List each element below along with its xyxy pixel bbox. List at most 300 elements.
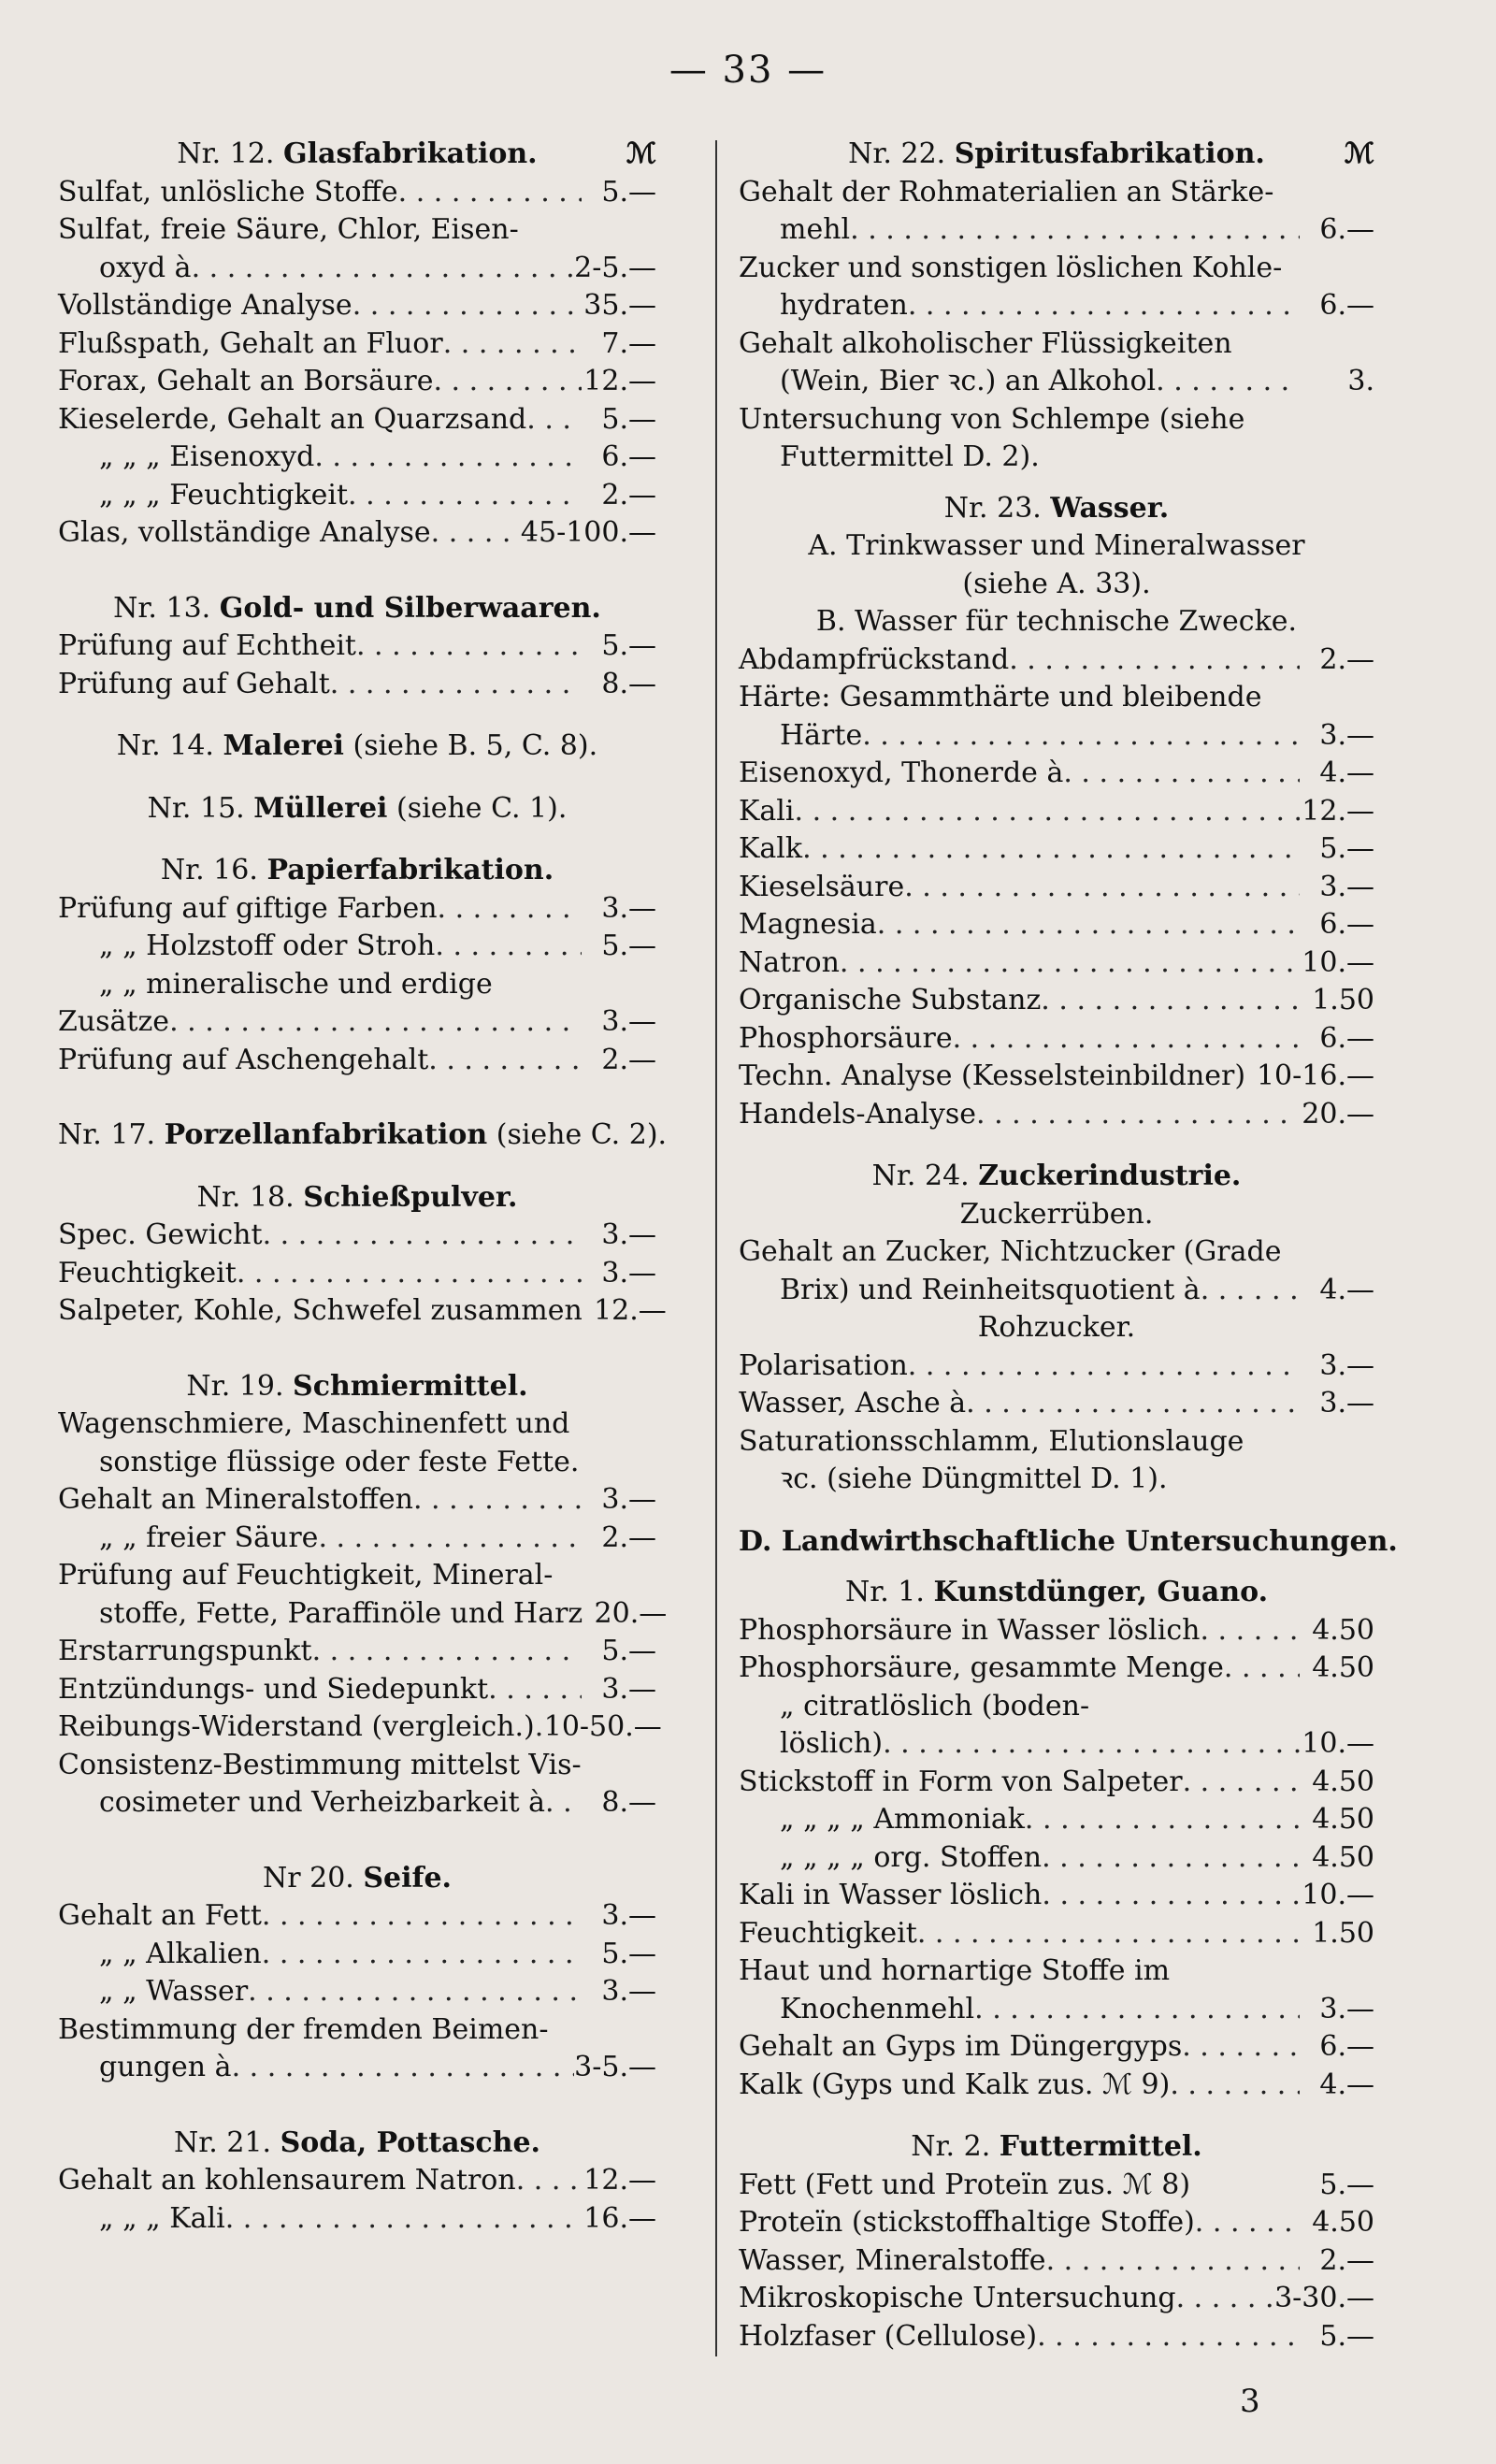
price-row	[739, 2318, 1374, 2356]
subheading: Rohzucker.	[977, 1311, 1136, 1344]
item-label: Bestimmung der fremden Beimen-	[58, 2012, 549, 2046]
price-row	[739, 2167, 1374, 2205]
item-label: Proteïn (stickstoffhaltige Stoffe)	[739, 2206, 1195, 2239]
item-price: 2.—	[1319, 2243, 1374, 2277]
price-row	[739, 982, 1374, 1020]
item-price: 12.—	[594, 1294, 667, 1327]
section-title: Kunstdünger, Guano.	[933, 1576, 1269, 1608]
leader-dots	[908, 1347, 1300, 1386]
section-title: Zuckerindustrie.	[978, 1160, 1242, 1192]
item-label: Kalk (Gyps und Kalk zus. ℳ 9)	[739, 2068, 1171, 2101]
price-row	[739, 1952, 1374, 1991]
item-label: Vollständige Analyse	[58, 289, 352, 322]
section-heading	[58, 1179, 656, 1218]
section-heading	[58, 790, 656, 829]
item-label: Gehalt alkoholischer Flüssigkeiten	[739, 326, 1232, 360]
price-row	[58, 1217, 656, 1255]
leader-dots	[1200, 1612, 1300, 1650]
item-price: 2.—	[601, 1520, 656, 1554]
section-number: Nr. 18.	[196, 1180, 295, 1214]
item-label: stoffe, Fette, Paraffinöle und Harz	[99, 1596, 583, 1630]
leader-dots	[1042, 1839, 1300, 1878]
leader-dots	[1176, 2280, 1274, 2318]
section-note: (siehe B. 5, C. 8).	[352, 729, 598, 762]
item-price: 5.—	[601, 402, 656, 436]
price-row	[58, 627, 656, 666]
item-price: 4.50	[1312, 1651, 1374, 1684]
section-number: Nr. 21.	[173, 2125, 272, 2159]
item-price: 3.—	[601, 1899, 656, 1932]
section-title: Malerei	[223, 729, 344, 762]
price-row	[739, 1801, 1374, 1839]
price-row	[58, 1255, 656, 1293]
leader-dots	[330, 666, 582, 704]
leader-dots	[1201, 1272, 1300, 1310]
leader-dots	[192, 250, 575, 288]
item-label: „ citratlöslich (boden-	[780, 1689, 1090, 1722]
price-row	[58, 666, 656, 704]
leader-dots	[516, 2162, 582, 2200]
item-label: Reibungs-Widerstand (vergleich.)	[58, 1710, 535, 1743]
item-label: Polarisation	[739, 1348, 908, 1382]
leader-dots	[953, 1020, 1300, 1059]
currency-unit: ℳ	[626, 137, 656, 170]
item-label: Organische Substanz	[739, 984, 1042, 1016]
item-label: Stickstoff in Form von Salpeter	[739, 1765, 1183, 1798]
leader-dots	[1025, 1801, 1300, 1839]
item-price: 3.—	[601, 1005, 656, 1038]
price-list	[739, 2167, 1374, 2356]
price-list	[58, 1217, 667, 1331]
price-row	[58, 928, 656, 966]
price-row	[739, 641, 1374, 680]
price-row	[58, 1042, 656, 1080]
item-label: Saturationsschlamm, Elutionslauge	[739, 1424, 1244, 1458]
price-row	[739, 1839, 1374, 1878]
section-heading	[58, 590, 656, 628]
leader-dots	[413, 1481, 582, 1520]
item-label: Erstarrungspunkt	[58, 1635, 312, 1667]
item-price: 5.—	[1319, 2319, 1374, 2353]
section-title: Futtermittel.	[999, 2130, 1202, 2163]
item-label: Wasser, Asche à	[739, 1387, 967, 1419]
item-label: Gehalt an Zucker, Nichtzucker (Grade	[739, 1235, 1282, 1268]
price-list	[739, 1233, 1374, 1309]
item-label: Fett (Fett und Proteïn zus. ℳ 8)	[739, 2168, 1191, 2201]
section-title: Schmiermittel.	[293, 1369, 528, 1403]
item-price: 5.—	[1319, 832, 1374, 865]
leader-dots	[966, 1385, 1300, 1423]
item-label: gungen à	[99, 2051, 232, 2083]
price-row	[739, 439, 1374, 477]
item-price: 3.—	[1319, 870, 1374, 903]
section-number: Nr. 16.	[160, 854, 258, 886]
leader-dots	[862, 717, 1300, 756]
item-label: „ „ freier Säure	[99, 1520, 319, 1554]
price-row	[58, 439, 656, 477]
price-row	[58, 514, 656, 553]
item-price: 3.—	[1319, 1348, 1374, 1382]
item-label: Kieselsäure	[739, 870, 905, 903]
item-label: Feuchtigkeit	[739, 1916, 917, 1950]
item-label: Gehalt an Mineralstoffen	[58, 1483, 413, 1516]
item-label: Gehalt an Gyps im Düngergyps	[739, 2030, 1183, 2063]
leader-dots	[1182, 2028, 1300, 2067]
price-row	[58, 477, 656, 515]
leader-dots	[356, 627, 582, 666]
leader-dots	[1041, 982, 1300, 1020]
item-label: Handels-Analyse	[739, 1097, 977, 1131]
section-number: Nr. 1.	[844, 1576, 925, 1608]
price-row	[739, 1688, 1374, 1726]
item-label: Glas, vollständige Analyse	[58, 516, 431, 549]
leader-dots	[1009, 641, 1300, 680]
item-label: Futtermittel D. 2).	[780, 440, 1040, 473]
section-note: (siehe C. 2).	[496, 1118, 668, 1151]
leader-dots	[917, 1915, 1300, 1953]
price-row	[739, 363, 1374, 401]
price-row	[58, 966, 656, 1004]
price-row	[58, 1520, 656, 1558]
part-heading: D. Landwirthschaftliche Untersuchungen.	[739, 1524, 1398, 1558]
price-row	[58, 325, 656, 364]
item-price: 4.50	[1312, 1613, 1374, 1647]
leader-dots	[976, 1096, 1300, 1134]
item-price: 3-30.—	[1274, 2282, 1374, 2314]
leader-dots	[1042, 1877, 1300, 1915]
right-column	[739, 136, 1398, 2356]
item-label: „ „ „ Kali	[99, 2201, 225, 2235]
subheading: (siehe A. 33).	[962, 567, 1151, 600]
price-row	[739, 2028, 1374, 2067]
price-row	[739, 830, 1374, 869]
item-label: „ „ „ Eisenoxyd	[99, 440, 315, 473]
item-price: 1.50	[1312, 984, 1374, 1016]
price-row	[58, 363, 656, 401]
leader-dots	[262, 1897, 582, 1936]
item-price: 3.—	[601, 1672, 656, 1706]
item-price: 2.—	[601, 478, 656, 512]
price-list	[58, 2162, 656, 2238]
item-price: 8.—	[601, 667, 656, 700]
price-row	[58, 250, 656, 288]
item-label: Eisenoxyd, Thonerde à	[739, 756, 1064, 789]
section-number: Nr 20.	[263, 1861, 354, 1895]
item-label: cosimeter und Verheizbarkeit à	[99, 1786, 546, 1819]
subheading: A. Trinkwasser und Mineralwasser	[808, 529, 1305, 562]
item-price: 1.50	[1312, 1916, 1374, 1950]
section-number: Nr. 19.	[186, 1369, 284, 1403]
item-price: 2-5.—	[574, 251, 656, 284]
item-price: 3.	[1347, 365, 1374, 397]
corner-mark: 3	[1240, 2383, 1260, 2420]
leader-dots	[1046, 2242, 1300, 2281]
leader-dots	[435, 928, 582, 966]
price-row	[739, 1612, 1374, 1650]
item-label: Prüfung auf giftige Farben	[58, 891, 438, 925]
section-heading	[58, 1368, 656, 1406]
section-title: Glasfabrikation.	[283, 137, 538, 170]
price-list	[739, 174, 1374, 477]
item-label: Feuchtigkeit	[58, 1256, 237, 1290]
item-label: Sulfat, unlösliche Stoffe	[58, 175, 398, 209]
section-heading	[739, 490, 1374, 528]
section-number: Nr. 13.	[113, 591, 211, 625]
leader-dots	[263, 1217, 582, 1255]
item-label: Phosphorsäure, gesammte Menge	[739, 1651, 1224, 1684]
item-label: Kali in Wasser löslich	[739, 1879, 1043, 1911]
item-label: Kalk	[739, 832, 803, 865]
price-row	[58, 174, 656, 212]
item-label: Abdampfrückstand	[739, 642, 1010, 676]
leader-dots	[348, 477, 582, 515]
price-row	[58, 1481, 656, 1520]
section-heading	[58, 1860, 656, 1898]
item-price: 45-100.—	[520, 516, 656, 549]
section-heading	[58, 2125, 656, 2163]
item-price: 6.—	[1319, 2030, 1374, 2063]
item-label: Flußspath, Gehalt an Fluor	[58, 326, 443, 360]
item-label: Phosphorsäure in Wasser löslich	[739, 1613, 1201, 1647]
item-label: Gehalt an kohlensaurem Natron	[58, 2164, 516, 2197]
leader-dots	[908, 287, 1300, 325]
leader-dots	[1063, 755, 1300, 793]
price-row	[58, 1708, 662, 1747]
price-row	[739, 1725, 1374, 1764]
item-label: Prüfung auf Gehalt	[58, 667, 330, 700]
price-row	[739, 1020, 1374, 1059]
item-label: Kieselerde, Gehalt an Quarzsand	[58, 402, 527, 436]
price-row	[739, 1764, 1374, 1802]
price-row	[58, 1671, 656, 1709]
item-label: Wasser, Mineralstoffe	[739, 2243, 1046, 2277]
item-price: 6.—	[1319, 213, 1374, 246]
price-row	[58, 1292, 667, 1331]
item-label: Natron	[739, 945, 840, 979]
item-label: Prüfung auf Echtheit	[58, 629, 356, 662]
leader-dots	[840, 944, 1300, 983]
section-heading	[58, 728, 656, 766]
item-label: Härte: Gesammthärte und bleibende	[739, 681, 1262, 713]
section-number: Nr. 17.	[58, 1118, 156, 1151]
item-price: 10.—	[1302, 1727, 1374, 1760]
section-heading	[739, 136, 1374, 174]
item-price: 10.—	[1302, 945, 1374, 979]
price-list	[58, 174, 656, 553]
item-label: Forax, Gehalt an Borsäure	[58, 365, 434, 397]
item-price: 3.—	[1319, 1992, 1374, 2025]
item-label: „ „ mineralische und erdige	[99, 967, 493, 1001]
price-row	[739, 1233, 1374, 1272]
leader-dots	[850, 211, 1300, 250]
item-price: 4.50	[1312, 1840, 1374, 1874]
section-heading	[739, 1574, 1374, 1612]
price-row	[58, 1973, 656, 2011]
item-price: 12.—	[583, 2164, 656, 2197]
leader-dots	[225, 2200, 582, 2239]
currency-unit: ℳ	[1344, 137, 1374, 170]
item-price: 3.—	[601, 1975, 656, 2008]
item-price: 35.—	[583, 289, 656, 322]
item-price: 4.50	[1312, 1803, 1374, 1836]
price-row	[58, 2162, 656, 2200]
item-price: 6.—	[1319, 289, 1374, 322]
column-divider	[715, 140, 717, 2356]
leader-dots	[1183, 1764, 1300, 1802]
item-label: „ „ „ Feuchtigkeit	[99, 478, 349, 512]
price-row	[739, 1877, 1374, 1915]
price-row	[739, 2242, 1374, 2281]
item-price: 7.—	[601, 326, 656, 360]
item-label: Entzündungs- und Siedepunkt	[58, 1672, 489, 1706]
item-price: 2.—	[601, 1043, 656, 1076]
section-title: Soda, Pottasche.	[280, 2125, 541, 2159]
item-label: Magnesia	[739, 908, 877, 941]
item-price: 4.—	[1319, 1273, 1374, 1306]
price-list	[739, 1612, 1374, 2105]
price-row	[58, 1633, 656, 1671]
price-row	[58, 2011, 656, 2050]
section-title: Porzellanfabrikation	[164, 1118, 488, 1151]
price-row	[739, 174, 1374, 212]
leader-dots	[352, 287, 582, 325]
price-row	[739, 1096, 1374, 1134]
price-row	[739, 1650, 1374, 1688]
section-number: Nr. 24.	[871, 1160, 970, 1192]
leader-dots	[1224, 1650, 1300, 1688]
price-list	[58, 1897, 656, 2087]
section-heading	[739, 1158, 1374, 1196]
section-title: Müllerei	[253, 791, 388, 825]
section-heading	[58, 852, 656, 890]
price-list	[739, 641, 1374, 1134]
page-number: — 33 —	[669, 49, 827, 92]
section-number: Nr. 14.	[116, 729, 214, 762]
leader-dots	[974, 1991, 1300, 2029]
item-label: ꝛc. (siehe Düngmittel D. 1).	[780, 1463, 1168, 1495]
section-title: Gold- und Silberwaaren.	[219, 591, 601, 625]
price-row	[739, 793, 1374, 831]
item-label: Gehalt der Rohmaterialien an Stärke-	[739, 175, 1274, 209]
subheading: B. Wasser für technische Zwecke.	[815, 605, 1298, 638]
item-price: 8.—	[601, 1786, 656, 1819]
price-row	[739, 1347, 1374, 1386]
price-row	[58, 2200, 656, 2239]
item-price: 5.—	[1319, 2168, 1374, 2201]
leader-dots	[237, 1255, 582, 1293]
price-list	[58, 1481, 668, 1823]
section-title: Schießpulver.	[303, 1180, 518, 1214]
item-label: löslich)	[780, 1727, 884, 1760]
leader-dots	[795, 793, 1301, 831]
leader-dots	[433, 363, 582, 401]
item-label: (Wein, Bier ꝛc.) an Alkohol	[780, 365, 1157, 397]
item-price: 3.—	[1319, 1387, 1374, 1419]
item-label: Mikroskopische Untersuchung	[739, 2282, 1176, 2314]
item-price: 2.—	[1319, 642, 1374, 676]
item-label: Phosphorsäure	[739, 1021, 953, 1055]
price-row	[58, 1897, 656, 1936]
price-list	[58, 890, 656, 1080]
item-label: Haut und hornartige Stoffe im	[739, 1954, 1171, 1987]
leader-dots	[314, 439, 582, 477]
leader-dots	[488, 1671, 582, 1709]
price-list	[739, 1347, 1374, 1499]
price-list	[58, 627, 656, 703]
price-row	[739, 1991, 1374, 2029]
price-row	[58, 2049, 656, 2087]
price-row	[739, 869, 1374, 907]
section-number: Nr. 22.	[848, 137, 946, 170]
item-label: Spec. Gewicht	[58, 1218, 263, 1251]
item-price: 3.—	[601, 1218, 656, 1251]
price-row	[58, 401, 656, 439]
section-title: Wasser.	[1050, 491, 1170, 525]
item-price: 3.—	[601, 1483, 656, 1516]
item-label: hydraten	[780, 289, 908, 322]
leader-dots	[431, 514, 521, 553]
item-label: Techn. Analyse (Kesselsteinbildner)	[739, 1059, 1246, 1092]
leader-dots	[1170, 2067, 1300, 2105]
item-price: 4.50	[1312, 1765, 1374, 1798]
section-heading	[58, 136, 656, 174]
item-label: „ „ „ „ org. Stoffen	[780, 1840, 1043, 1874]
item-label: Brix) und Reinheitsquotient à	[780, 1273, 1201, 1306]
price-row	[739, 1461, 1374, 1499]
section-number: Nr. 2.	[911, 2130, 991, 2163]
leader-dots	[1195, 2204, 1300, 2242]
item-price: 3.—	[601, 891, 656, 925]
item-price: 12.—	[583, 365, 656, 397]
leader-dots	[802, 830, 1300, 869]
leader-dots	[169, 1003, 582, 1042]
price-row	[739, 2204, 1374, 2242]
price-row	[739, 211, 1374, 250]
section-number: Nr. 15.	[147, 791, 245, 825]
price-row	[739, 1272, 1374, 1310]
item-price: 5.—	[601, 175, 656, 209]
section-title: Papierfabrikation.	[266, 854, 554, 886]
item-price: 6.—	[1319, 1021, 1374, 1055]
leader-dots	[248, 1973, 582, 2011]
price-row	[58, 890, 656, 929]
item-label: Prüfung auf Aschengehalt	[58, 1043, 429, 1076]
price-row	[739, 679, 1374, 717]
section-note: (siehe C. 1).	[396, 791, 568, 825]
price-row	[739, 1058, 1374, 1096]
price-row	[739, 1385, 1374, 1423]
item-label: Zucker und sonstigen löslichen Kohle-	[739, 251, 1283, 284]
price-row	[739, 401, 1374, 439]
leader-dots	[545, 1784, 582, 1823]
item-price: 20.—	[1302, 1097, 1374, 1131]
item-price: 3.—	[601, 1256, 656, 1290]
item-label: mehl	[780, 213, 851, 246]
section-intro: sonstige flüssige oder feste Fette.	[99, 1445, 580, 1478]
item-label: „ „ Alkalien	[99, 1937, 262, 1970]
item-label: Zusätze	[58, 1005, 170, 1038]
leader-dots	[1156, 363, 1300, 401]
section-title: Spiritusfabrikation.	[954, 137, 1265, 170]
price-row	[739, 1423, 1374, 1462]
item-label: „ „ Holzstoff oder Stroh	[99, 929, 436, 962]
price-row	[58, 1557, 656, 1595]
item-price: 5.—	[601, 929, 656, 962]
left-column	[58, 136, 668, 2238]
leader-dots	[232, 2049, 575, 2087]
leader-dots	[312, 1633, 582, 1671]
price-row	[739, 1915, 1374, 1953]
